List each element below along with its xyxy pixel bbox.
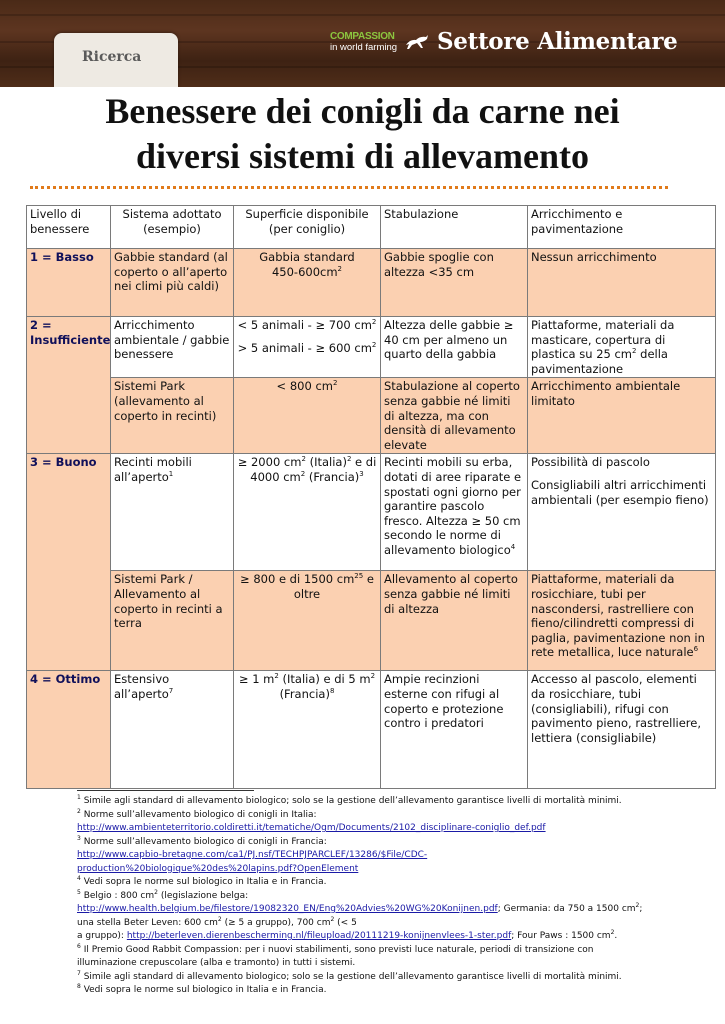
footnote-number: 5 — [77, 888, 81, 896]
enrichment-text: della pavimentazione — [531, 347, 668, 376]
header-level: Livello di benessere — [27, 206, 111, 249]
footnote-text: Vedi sopra le norme sul biologico in Italia e in Francia. — [80, 877, 327, 887]
footnote-text: ; Germania: da 750 a 1500 cm — [497, 904, 636, 914]
footnote-4 — [77, 876, 677, 890]
footnote-link[interactable]: http://beterleven.dierenbescherming.nl/fileupload/20111219-konijnenvlees-1-ster.pdf — [126, 931, 512, 941]
table-row — [27, 317, 716, 378]
housing-cell: Allevamento al coperto senza gabbie né limiti di altezza — [381, 571, 528, 671]
table-row — [27, 671, 716, 789]
housing-cell: Gabbie spoglie con altezza <35 cm — [381, 249, 528, 317]
surface-text: e di 4000 cm — [250, 455, 377, 484]
footnote-text: a gruppo): — [77, 931, 127, 941]
footnote-ref: 2 — [371, 318, 377, 327]
table-row — [27, 571, 716, 671]
welfare-table — [26, 205, 716, 789]
running-animal-icon — [404, 33, 430, 51]
footnote-ref: 2 — [332, 379, 338, 388]
housing-cell: Stabulazione al coperto senza gabbie né limiti di altezza, ma con densità di allevamento elevate — [381, 378, 528, 454]
surface-cell — [234, 571, 381, 671]
surface-text: e oltre — [293, 572, 374, 601]
surface-cell — [234, 317, 381, 378]
footnote-8 — [77, 984, 677, 998]
sector-title: Settore Alimentare — [437, 28, 678, 55]
footnote-3 — [77, 836, 677, 850]
level-cell: 1 = Basso — [27, 249, 111, 317]
system-cell: Arricchimento ambientale / gabbie benessere — [111, 317, 234, 378]
footnote-sup: 2 — [217, 915, 222, 923]
footnote-ref: 2 — [632, 347, 637, 356]
footnote-ref: 3 — [359, 470, 364, 479]
surface-text: (Italia) e di 5 m — [278, 672, 371, 687]
level-cell: 2 = Insufficiente — [27, 317, 111, 454]
footnote-sup: 2 — [154, 888, 158, 896]
footnote-text: Belgio : 800 cm — [80, 890, 155, 901]
document-title-line2: diversi sistemi di allevamento — [136, 136, 589, 176]
footnote-ref: 2 — [301, 455, 306, 464]
footnote-text: Il Premio Good Rabbit Compassion: per i nuovi stabilimenti, sono previsti luce naturale, periodi di transizione con — [80, 944, 594, 955]
footnote-link[interactable]: production%20biologique%20des%20lapins.pdf?OpenElement — [77, 863, 359, 874]
header-housing: Stabulazione — [381, 206, 528, 249]
footnote-separator — [77, 790, 254, 791]
footnote-text: Norme sull’allevamento biologico di conigli in Italia: — [80, 809, 317, 820]
footnote-ref: 25 — [354, 572, 364, 581]
surface-text: (Francia) — [305, 469, 360, 484]
footnote-link[interactable]: http://www.capbio-bretagne.com/ca1/PJ.nsf/TECHPJPARCLEF/13286/$File/CDC- — [77, 850, 428, 860]
system-text: Estensivo all’aperto — [114, 672, 170, 701]
enrichment-text: Possibilità di pascolo — [531, 455, 650, 470]
surface-text: Gabbia standard — [259, 250, 355, 264]
footnote-ref: 1 — [168, 470, 174, 479]
footnote-2 — [77, 809, 677, 823]
surface-text: ≥ 800 e di 1500 cm — [240, 572, 355, 587]
footnote-number: 2 — [77, 807, 81, 815]
system-cell — [111, 671, 234, 789]
enrichment-text: Piattaforme, materiali da masticare, copertura di plastica su 25 cm — [531, 318, 675, 362]
footnote-ref: 8 — [329, 687, 335, 696]
enrichment-cell: Arricchimento ambientale limitato — [528, 378, 716, 454]
surface-cell — [234, 671, 381, 789]
surface-text: 450-600cm — [271, 264, 338, 279]
level-cell: 4 = Ottimo — [27, 671, 111, 789]
system-cell: Sistemi Park (allevamento al coperto in recinti) — [111, 378, 234, 454]
table-row — [27, 378, 716, 454]
system-cell: Sistemi Park / Allevamento al coperto in recinti a terra — [111, 571, 234, 671]
enrichment-cell: Accesso al pascolo, elementi da rosicchiare, tubi (consigliabili), rifugi con pavimento pieno, rastrelliere, lettiera (consigliabile) — [528, 671, 716, 789]
footnote-text: Vedi sopra le norme sul biologico in Italia e in Francia. — [80, 985, 327, 995]
enrichment-text: Piattaforme, materiali da rosicchiare, tubi per nascondersi, rastrelliere con fieno/cilindretti compressi di paglia, pavimentazione non in rete metallica, luce naturale — [531, 572, 705, 660]
footnote-ref: 7 — [168, 687, 174, 696]
surface-text: < 800 cm — [276, 379, 333, 394]
footnote-text: Norme sull’allevamento biologico di conigli in Francia: — [80, 836, 327, 847]
footnote-6 — [77, 944, 677, 958]
enrichment-cell — [528, 317, 716, 378]
enrichment-cell — [528, 571, 716, 671]
footnote-text: illuminazione crepuscolare (alba e tramonto) in tutti i sistemi. — [77, 958, 356, 968]
table-row — [27, 454, 716, 571]
level-cell: 3 = Buono — [27, 454, 111, 671]
footnote-number: 4 — [77, 875, 81, 882]
footnote-text: ; — [639, 904, 643, 914]
footnote-text: . — [614, 931, 618, 941]
footnote-ref: 6 — [693, 645, 699, 654]
housing-text: Recinti mobili su erba, dotati di aree riparate e spostati ogni giorno per garantire pascolo fresco. Altezza ≥ 50 cm secondo le norme di allevamento biologico — [384, 455, 522, 557]
brand-logo-line1: COMPASSION — [330, 31, 395, 42]
footnote-number: 7 — [77, 969, 81, 977]
footnote-ref: 2 — [371, 340, 377, 349]
header-enrichment: Arricchimento e pavimentazione — [528, 206, 716, 249]
footnote-number: 1 — [77, 794, 81, 801]
surface-text: ≥ 2000 cm — [237, 455, 302, 470]
footnote-text: Simile agli standard di allevamento biologico; solo se la gestione dell’allevamento garantisce livelli di mortalità minimi. — [80, 796, 622, 806]
housing-cell: Ampie recinzioni esterne con rifugi al coperto e protezione contro i predatori — [381, 671, 528, 789]
footnote-text: (≥ 5 a gruppo), 700 cm — [221, 917, 331, 928]
housing-cell — [381, 454, 528, 571]
section-tab-label: Ricerca — [82, 49, 142, 65]
wood-grain — [0, 14, 725, 16]
housing-cell: Altezza delle gabbie ≥ 40 cm per almeno un quarto della gabbia — [381, 317, 528, 378]
system-text: Recinti mobili all’aperto — [114, 455, 192, 484]
system-cell — [111, 454, 234, 571]
footnote-sup: 2 — [635, 902, 640, 909]
footnote-sup: 2 — [610, 929, 615, 936]
footnote-text: ; Four Paws : 1500 cm — [511, 931, 611, 941]
surface-cell — [234, 454, 381, 571]
enrichment-text: Consigliabili altri arricchimenti ambientali (per esempio fieno) — [531, 477, 709, 507]
footnote-sup: 2 — [330, 915, 335, 923]
footnote-1 — [77, 795, 677, 809]
dotted-rule — [30, 186, 668, 190]
brand-logo — [330, 31, 430, 53]
brand-logo-line2: in world farming — [330, 42, 398, 53]
footnote-number: 8 — [77, 983, 81, 990]
footnote-text: (legislazione belga: — [157, 890, 249, 901]
footnote-link[interactable]: http://www.health.belgium.be/filestore/19082320_EN/Eng%20Advies%20WG%20Konijnen.pdf — [77, 904, 498, 914]
footnote-number: 6 — [77, 942, 81, 950]
system-cell: Gabbie standard (al coperto o all’aperto nei climi più caldi) — [111, 249, 234, 317]
enrichment-cell: Nessun arricchimento — [528, 249, 716, 317]
footnote-7 — [77, 971, 677, 985]
section-tab — [54, 33, 178, 87]
surface-text: (Italia) — [305, 455, 347, 470]
footnote-number: 3 — [77, 834, 81, 842]
footnotes — [77, 795, 677, 998]
footnote-ref: 4 — [510, 543, 516, 552]
table-header-row — [27, 206, 716, 249]
footnote-ref: 2 — [370, 672, 376, 681]
header-system: Sistema adottato (esempio) — [111, 206, 234, 249]
footnote-link[interactable]: http://www.ambienteterritorio.coldiretti.it/tematiche/Ogm/Documents/2102_disciplinare-coniglio_def.pdf — [77, 823, 546, 833]
surface-text: < 5 animali - ≥ 700 cm — [237, 318, 372, 332]
footnote-text: Simile agli standard di allevamento biologico; solo se la gestione dell’allevamento garantisce livelli di mortalità minimi. — [80, 971, 622, 982]
footnote-text: una stella Beter Leven: 600 cm — [77, 917, 218, 928]
footnote-5 — [77, 890, 677, 904]
header-banner — [0, 0, 725, 87]
footnote-text: (< 5 — [334, 917, 357, 928]
table-row — [27, 249, 716, 317]
footnote-ref: 2 — [346, 455, 352, 464]
footnote-ref: 2 — [300, 470, 306, 479]
surface-text: (Francia) — [279, 686, 330, 701]
surface-cell — [234, 378, 381, 454]
enrichment-cell — [528, 454, 716, 571]
surface-text: > 5 animali - ≥ 600 cm — [237, 340, 372, 355]
surface-cell — [234, 249, 381, 317]
footnote-ref: 2 — [337, 264, 343, 273]
footnote-ref: 2 — [274, 672, 279, 681]
header-surface: Superficie disponibile (per coniglio) — [234, 206, 381, 249]
document-title-line1: Benessere dei conigli da carne nei — [105, 91, 620, 131]
surface-text: ≥ 1 m — [238, 672, 275, 687]
